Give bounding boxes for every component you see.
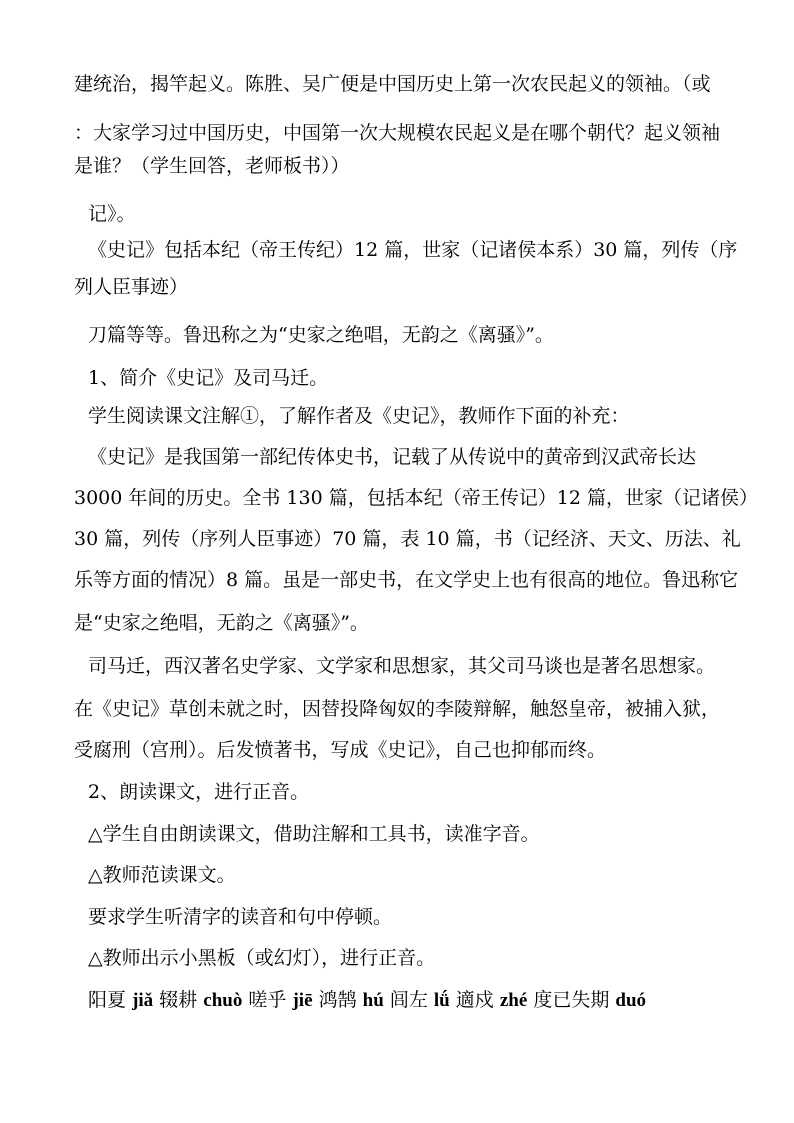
text-line: △学生自由朗读课文，借助注解和工具书，读准字音。 — [88, 823, 540, 845]
pinyin-word: 嗟乎 — [248, 989, 287, 1011]
text-line: 是“史家之绝唱，无韵之《离骚》”。 — [74, 612, 369, 634]
text-line: 学生阅读课文注解①，了解作者及《史记》，教师作下面的补充： — [88, 405, 630, 427]
section-heading: 2、朗读课文，进行正音。 — [88, 781, 310, 803]
section-heading: 1、简介《史记》及司马迁。 — [88, 367, 329, 389]
text-line: 要求学生听清字的读音和句中停顿。 — [88, 906, 393, 928]
text-line: 建统治，揭竿起义。陈胜、吴广便是中国历史上第一次农民起义的领袖。（或 — [74, 73, 711, 95]
text-line: 《史记》是我国第一部纪传体史书，记载了从传说中的黄帝到汉武帝长达 — [88, 446, 697, 468]
text-line: ：大家学习过中国历史，中国第一次大规模农民起义是在哪个朝代？起义领袖 — [74, 122, 721, 144]
text-line: 是谁？（学生回答，老师板书）） — [74, 155, 350, 177]
pinyin-reading: zhé — [499, 990, 528, 1011]
pinyin-word: 適戍 — [455, 989, 494, 1011]
pinyin-reading: chuò — [203, 990, 243, 1011]
pinyin-word: 辍耕 — [159, 989, 198, 1011]
text-line: △教师范读课文。 — [88, 864, 236, 886]
pinyin-line — [88, 988, 754, 1013]
pinyin-reading: duó — [615, 990, 647, 1011]
text-line: △教师出示小黑板（或幻灯），进行正音。 — [88, 947, 436, 969]
text-line: 司马迁，西汉著名史学家、文学家和思想家，其父司马谈也是著名思想家。 — [88, 655, 716, 677]
text-line: 列人臣事迹） — [74, 276, 189, 298]
pinyin-word: 度已失期 — [533, 989, 610, 1011]
pinyin-reading: jiē — [292, 990, 313, 1011]
pinyin-word: 鸿鹄 — [318, 989, 357, 1011]
pinyin-word: 阳夏 — [88, 989, 127, 1011]
text-line: 记》。 — [88, 203, 136, 225]
text-line: 30 篇，列传（序列人臣事迹）70 篇，表 10 篇，书（记经济、天文、历法、礼 — [74, 528, 741, 550]
text-line: 乐等方面的情况）8 篇。虽是一部史书，在文学史上也有很高的地位。鲁迅称它 — [74, 569, 739, 591]
text-line: 《史记》包括本纪（帝王传纪）12 篇，世家（记诸侯本系）30 篇，列传（序 — [88, 239, 738, 261]
pinyin-reading: jiǎ — [132, 990, 154, 1011]
text-line: 在《史记》草创未就之时，因替投降匈奴的李陵辩解，触怒皇帝，被捕入狱， — [74, 698, 721, 720]
text-line: 刀篇等等。鲁迅称之为“史家之绝唱，无韵之《离骚》”。 — [88, 324, 554, 346]
pinyin-word: 闾左 — [389, 989, 428, 1011]
pinyin-reading: hú — [362, 990, 384, 1011]
text-line: 受腐刑（宫刑）。后发愤著书，写成《史记》，自己也抑郁而终。 — [74, 739, 607, 761]
text-line: 3000 年间的历史。全书 130 篇，包括本纪（帝王传记）12 篇，世家（记诸侯） — [74, 487, 758, 509]
pinyin-reading: lǘ — [433, 990, 450, 1011]
